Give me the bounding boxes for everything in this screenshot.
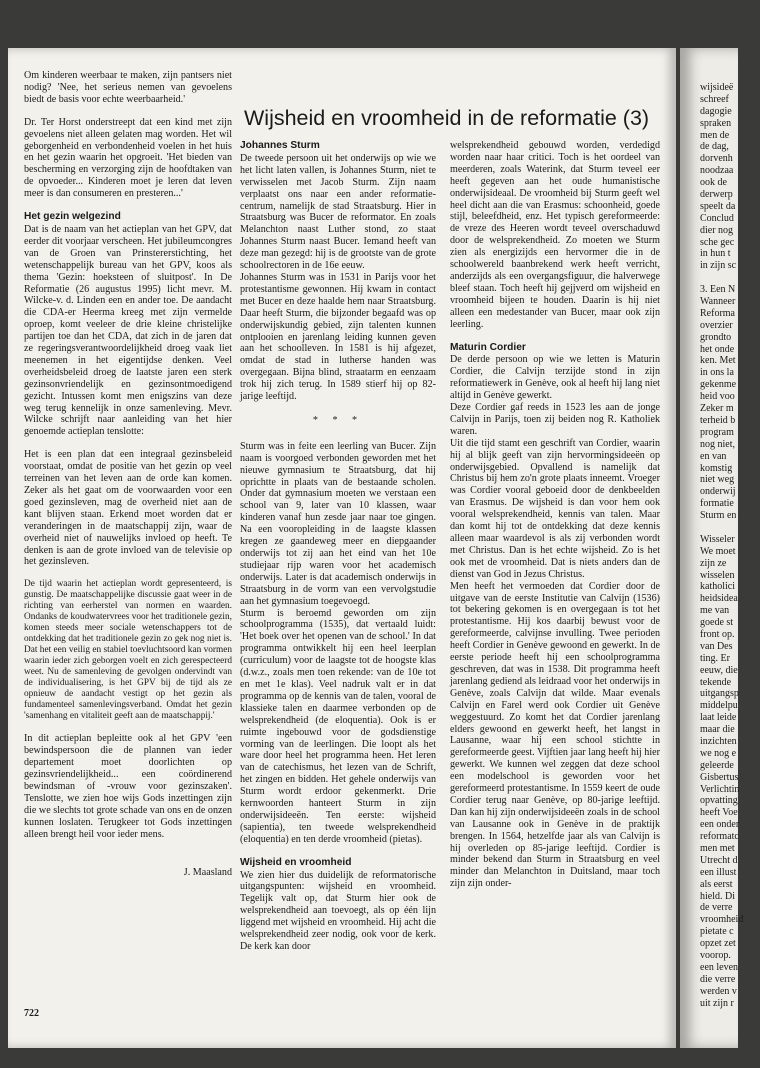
next-page-line-fragment: opzet zet: [700, 938, 736, 950]
next-page-line-fragment: ken. Met: [700, 355, 736, 367]
next-page-line-fragment: komstig: [700, 462, 733, 474]
next-page-line-fragment: in zijn sc: [700, 260, 737, 272]
next-page-line-fragment: ook de: [700, 177, 727, 189]
next-page-line-fragment: Conclud: [700, 212, 734, 224]
next-page-line-fragment: Gisbertus: [700, 771, 739, 783]
next-page-line-fragment: in hun t: [700, 248, 731, 260]
next-page-line-fragment: [700, 522, 760, 534]
next-page-line-fragment: middelpu: [700, 700, 738, 712]
next-page-line-fragment: en van: [700, 450, 727, 462]
next-page-line-fragment: heeft Voe: [700, 807, 738, 819]
next-page-line-fragment: vroomheid: [700, 914, 744, 926]
section-heading: Wijsheid en vroomheid: [240, 856, 352, 868]
next-page-line-fragment: formatie: [700, 498, 734, 510]
next-page-line-fragment: laat leide: [700, 712, 737, 724]
next-page-line-fragment: het onde: [700, 343, 735, 355]
magazine-page: [8, 48, 676, 1048]
next-page-line-fragment: men de: [700, 129, 730, 141]
next-page-line-fragment: heidsidea: [700, 593, 738, 605]
next-page-line-fragment: front op.: [700, 628, 735, 640]
next-page-line-fragment: eeuw, die: [700, 664, 738, 676]
next-page-line-fragment: Verlichtin: [700, 783, 740, 795]
next-page-line-fragment: Zeker m: [700, 403, 734, 415]
paragraph: In dit actieplan bepleitte ook al het GPV 'een bewindspersoon die de plannen van ieder departement moet doorlichten op gezinsvriendelijkheid... een coördinerend bewindsman of -vrouw voor gezinszaken'. Tenslotte, we zien hoe wijs Gods inzettingen zijn die we slechts tot grote schade van ons en de onzen kunnen loslaten. Terugkeer tot Gods inzettingen alleen brengt heil voor ieder mens.: [24, 733, 232, 840]
next-page-line-fragment: geleerde: [700, 759, 734, 771]
page-number: 722: [24, 1008, 39, 1019]
next-page-line-fragment: 3. Een N: [700, 284, 736, 296]
paragraph: Men heeft het vermoeden dat Cordier door de uitgave van de eerste Institutie van Calvijn (1536) tot bekering gekomen is en overgegaan is tot het protestantisme. Hij kos daarbij bewust voor de gereformeerde, calvijnse invulling. Twee perioden heeft Cordier in Genève gewoond en gewerkt. In de eerste periode heeft hij een schoolprogramma geschreven, dat was in 1538. Dit programma heeft jarenlang gediend als leidraad voor het onderwijs in Genève, zoals Calvijn dat wilde. Maar evenals Calvijn en Farel werd ook Cordier uit Genève weggestuurd. Zo komt het dat Cordier jarenlang elders gewoond en gewerkt heeft, het langst in Lausanne, waar hij een school stichtte in gereformeerde geest. Vijftien jaar lang heeft hij hier gewerkt. We kunnen wel zeggen dat deze school een modelschool is geworden voor het gereformeerd protestantisme. In 1559 keert de oude Cordier terug naar Genève, op 80-jarige leeftijd. Dan kan hij zijn onderwijsideeën zoals in de school van Lausanne ook in Genève in de praktijk brengen. In 1564, hetzelfde jaar als van Calvijn is hij overleden op 85-jarige leeftijd. Cordier is minder bekend dan Sturm in Straatsburg en veel minder dan Melanchton in Duitsland, maar toch zijn zijn onder-: [450, 580, 660, 890]
paragraph: Sturm is beroemd geworden om zijn schoolprogramma (1535), dat vertaald luidt: 'Het boek over het openen van de school.' In dat programma ontwikkelt hij een heel leerplan (curriculum) voor de laagste tot de hoogste klas (d.w.z., zoals men toen rekende: van de 10e tot en met 1e klas). Veel nadruk valt er in dat programma op de kennis van de talen, vooral de klassieke talen en daarmee verbonden op de welsprekendheid (de eloquentia). Ook is er ruimte ingebouwd voor de godsdienstige vorming van de leerlingen. Die loopt als het ware door heel het programma heen. Het leren van de catechismus, het lezen van de Schrift, het zingen en bidden. Het gehele onderwijs van Sturm wordt erdoor gekenmerkt. Drie kernwoorden hanteert Sturm in zijn onderwijsideeën. Ten eerste: wijsheid (sapientia), ten tweede welsprekendheid (eloquentia) en ten derde vroomheid (pietas).: [240, 607, 436, 845]
next-page-line-fragment: een leven: [700, 961, 739, 973]
next-page-line-fragment: de verre: [700, 902, 733, 914]
next-page-line-fragment: inzichten: [700, 735, 737, 747]
section-heading: Maturin Cordier: [450, 341, 526, 353]
next-page-line-fragment: uitgangsp: [700, 688, 739, 700]
next-page-line-fragment: zijn ze: [700, 557, 727, 569]
next-page-line-fragment: terheid b: [700, 414, 736, 426]
next-page-edge: [680, 48, 744, 1048]
section-heading: Het gezin welgezind: [24, 211, 121, 223]
next-page-line-fragment: de dag,: [700, 141, 729, 153]
paragraph: We zien hier dus duidelijk de reformatorische uitgangspunten: wijsheid en vroomheid. Tegelijk valt op, dat Sturm hier ook de welsprekendheid aan toevoegt, als op één lijn liggend met wijsheid en vroomheid. Hij acht die welsprekendheid zeer nodig, ook voor de kerk. De kerk kan door: [240, 869, 436, 952]
next-page-line-fragment: van Des: [700, 640, 733, 652]
next-page-line-fragment: een onder: [700, 819, 740, 831]
next-page-line-fragment: Utrecht d: [700, 854, 738, 866]
next-page-line-fragment: [700, 272, 760, 284]
paragraph: De derde persoon op wie we letten is Maturin Cordier, die Calvijn terzijde stond in zijn reformatiewerk in Genève, ook al heeft hij lang niet altijd in Genève gewerkt.: [450, 354, 660, 402]
paragraph: Dat is de naam van het actieplan van het GPV, dat eerder dit voorjaar verscheen. Het jubileumcongres van de Groen van Prinstererstichting, het wetenschappelijk bureau van het GPV, koos als thema 'Gezin: hoeksteen of sluitpost'. In De Reformatie (26 augustus 1995) licht mevr. M. Wilcke-v. d. Linden een en ander toe. De aandacht die CDA-er Heerma kreeg met zijn vermelde oproep, komt veeleer de drie kleine christelijke partijen toe dan het CDA, dat zich in de jaren dat ze regeringsverantwoordelijkheid droeg vaak liet meenemen in het eigentijdse denken. Veel overheidsbeleid droeg de laatste jaren een sterk gezinsonvriendelijk en gezinsontmoedigend gezicht. Intussen komt men enigszins van deze weg terug kennelijk in onze samenleving. Mevr. Wilcke schrijft naar aanleiding van het hier genoemde actieplan tenslotte:: [24, 223, 232, 438]
next-page-line-fragment: in ons la: [700, 367, 734, 379]
next-page-line-fragment: wisselen: [700, 569, 735, 581]
paragraph: Sturm was in feite een leerling van Bucer. Zijn naam is voorgoed verbonden geworden met het nieuwe gymnasium te Straatsburg, dat hij oprichtte in plaats van de bestaande scholen. Onder dat gymnasium moeten we verstaan een school van 9, later van 10 klassen, waar kinderen vanaf hun zesde jaar naar toe gingen. Na een vooropleiding in de laagste klassen kregen ze gaandeweg meer en diepgaander onderwijs tot zij aan het eind van het 10e studiejaar rijp waren voor het academisch onderwijs. Later is dat academisch onderwijs in Straatsburg in de vorm van een vervolgstudie aan het gymnasium toegevoegd.: [240, 440, 436, 607]
next-page-line-fragment: wijsideё: [700, 82, 734, 93]
quoted-paragraph: De tijd waarin het actieplan wordt gepresenteerd, is gunstig. De maatschappelijke discussie gaat weer in de richting van eerherstel van normen en waarden. Ondanks de koudwatervrees voor het traditionele gezin, komen steeds meer sociale wetenschappers tot de ontdekking dat het traditionele gezin zo gek nog niet is. Dat het een veilig en stabiel toevluchtsoord kan vormen waarin ieder zich geborgen voelt en zich gerespecteerd weet. Nu de samenleving de gevolgen ondervindt van de individualisering, is het GPV bij de tijd als ze opnieuw de aandacht vestigt op het gezin als fundamenteel samenlevingsverband. Omdat het gezin 'samenhang en vitaliteit geeft aan de maatschappij.': [24, 579, 232, 722]
next-page-line-fragment: maar die: [700, 724, 735, 736]
next-page-line-fragment: Reforma: [700, 307, 735, 319]
next-page-line-fragment: die verre: [700, 973, 736, 985]
next-page-line-fragment: grondto: [700, 331, 732, 343]
next-page-line-fragment: heid voo: [700, 391, 735, 403]
paragraph: De tweede persoon uit het onderwijs op wie we het licht laten vallen, is Johannes Sturm, niet te verwisselen met Jacob Sturm. Zijn naam verplaatst ons naar een ander reformatie-centrum, namelijk de stad Straatsburg. Hier in Straatsburg was Bucer de reformator. En zoals Melanchton naast Luther stond, zo staat Johannes Sturm naast Bucer. Iemand heeft van deze man gezegd: hij is de grootste van de grote schoolrectoren in de 16e eeuw.: [240, 152, 436, 272]
next-page-line-fragment: noodzaa: [700, 165, 734, 177]
next-page-line-fragment: nog niet,: [700, 438, 735, 450]
author-signature: J. Maasland: [183, 866, 232, 878]
next-page-line-fragment: dorvenh: [700, 153, 733, 165]
column-left: [24, 70, 232, 878]
next-page-line-fragment: speelt da: [700, 200, 736, 212]
next-page-line-fragment: dagogie: [700, 105, 732, 117]
next-page-column-fragments: [700, 82, 760, 1009]
next-page-line-fragment: voorop.: [700, 950, 731, 962]
next-page-line-fragment: program: [700, 426, 734, 438]
next-page-line-fragment: hield. Di: [700, 890, 735, 902]
paragraph: Johannes Sturm was in 1531 in Parijs voor het protestantisme gewonnen. Hij kwam in contact met Bucer en deze haalde hem naar Straatsburg. Daar heeft Sturm, die bijzonder begaafd was op onderwijskundig gebied, zijn talenten kunnen ontplooien en jarenlang leiding kunnen geven aan het schoolleven. In 1581 is hij afgezet, omdat de stad in lutherse handen was overgegaan. Bijna blind, straatarm en eenzaam trok hij zich terug. In 1589 stierf hij op 82-jarige leeftijd.: [240, 271, 436, 403]
next-page-line-fragment: overzier: [700, 319, 733, 331]
next-page-line-fragment: een illust: [700, 866, 737, 878]
next-page-line-fragment: opvatting: [700, 795, 738, 807]
next-page-line-fragment: Sturm en: [700, 510, 737, 522]
next-page-line-fragment: uit zijn r: [700, 997, 734, 1009]
next-page-line-fragment: Wanneer: [700, 296, 736, 308]
paragraph: Dr. Ter Horst onderstreept dat een kind met zijn gevoelens niet alleen gelaten mag worden. Het wil geborgenheid en verbondenheid voelen in het huis en het gezin waarin het opgroeit. 'Het bieden van bescherming en verzorging zijn de hoofdtaken van de opvoeder... Kinderen moet je leren dat leven meer is dan consumeren en presteren...': [24, 116, 232, 200]
section-heading: Johannes Sturm: [240, 140, 320, 151]
paragraph: welsprekendheid gebouwd worden, verdedigd worden naar haar critici. Toch is het oordeel van meerderen, zoals Waterink, dat Sturm teveel eer heeft gegeven aan het oude humanistische onderwijsideaal. De vroomheid bij Sturm geeft wel heel dicht aan die van Erasmus: schoonheid, goede stijl, beleefdheid, enz. Het typisch gereformeerde: de vreze des Heeren wordt teveel overschaduwd door de welsprekendheid. Zo moeten we Sturm zien als energizijds een hervormer die in de schoolwereld baanbrekend werk heeft verricht, anderzijds als een overgangsfiguur, die halverwege bleef staan. Toch heeft hij gejjverd om wijsheid en vroomheid bijeen te houden. Daarin is hij niet alleen een medestander van Bucer, maar ook zijn leerling.: [450, 140, 660, 330]
column-right: [450, 140, 660, 901]
column-middle: [240, 140, 436, 964]
next-page-line-fragment: katholici: [700, 581, 735, 593]
paragraph: Om kinderen weerbaar te maken, zijn pantsers niet nodig? 'Nee, het serieus nemen van gevoelens biedt de basis voor echte weerbaarheid.': [24, 70, 232, 105]
next-page-line-fragment: men met: [700, 843, 735, 854]
section-separator: * * *: [312, 414, 364, 426]
next-page-line-fragment: goede st: [700, 617, 734, 629]
article-title: Wijsheid en vroomheid in de reformatie (3): [244, 106, 650, 130]
next-page-line-fragment: We moet: [700, 545, 736, 557]
paragraph: Het is een plan dat een integraal gezinsbeleid voorstaat, omdat de positie van het gezin op veel terreinen van het leven aan de orde kan komen. Zeker als het gaat om de voorwaarden voor een goed gezinsleven, mag de overheid niet aan de kant blijven staan. Erkend moet worden dat er veranderingen in de maatschappij zijn, waar de overheid niet of nauwelijks invloed op heeft. Te denken is aan de grote invloed van de televisie op het gezinsleven.: [24, 449, 232, 568]
next-page-line-fragment: niet weg: [700, 474, 735, 486]
next-page-line-fragment: derwerp: [700, 189, 733, 201]
next-page-line-fragment: pietate c: [700, 926, 734, 938]
next-page-line-fragment: me van: [700, 605, 730, 617]
next-page-line-fragment: als eerst: [700, 878, 733, 890]
next-page-line-fragment: werden v: [700, 985, 737, 997]
next-page-line-fragment: reformatc: [700, 831, 739, 843]
next-page-line-fragment: schreef: [700, 93, 729, 105]
next-page-line-fragment: onderwij: [700, 486, 736, 498]
next-page-line-fragment: spraken: [700, 117, 732, 129]
next-page-line-fragment: sche gec: [700, 236, 735, 248]
next-page-line-fragment: we nog e: [700, 747, 737, 759]
next-page-line-fragment: tekende: [700, 676, 732, 688]
paragraph: Deze Cordier gaf reeds in 1523 les aan de jonge Calvijn in Parijs, toen zij beiden nog R. Katholiek waren.: [450, 402, 660, 437]
next-page-line-fragment: ting. Er: [700, 652, 730, 664]
next-page-line-fragment: Wisseler: [700, 533, 735, 545]
next-page-line-fragment: gekenme: [700, 379, 737, 391]
next-page-line-fragment: dier nog: [700, 224, 734, 236]
paragraph: Uit die tijd stamt een geschrift van Cordier, waarin hij al blijk geeft van zijn hervormingsideeën op onderwijsgebied. Opvallend is namelijk dat Christus bij hem zo'n grote plaats inneemt. Vroeger was Cordier vooral geboeid door de denkbeelden van Erasmus. De wijsheid is dan voor hem ook vooral welsprekendheid, kennis van talen. Maar dan komt hij tot de ontdekking dat deze kennis alleen maar waardevol is als zij verbonden wordt met Christus. Dan is het echte wijsheid. Zo is het ook met de vroomheid. Dat is niets anders dan de dienst van God in Jezus Christus.: [450, 437, 660, 580]
